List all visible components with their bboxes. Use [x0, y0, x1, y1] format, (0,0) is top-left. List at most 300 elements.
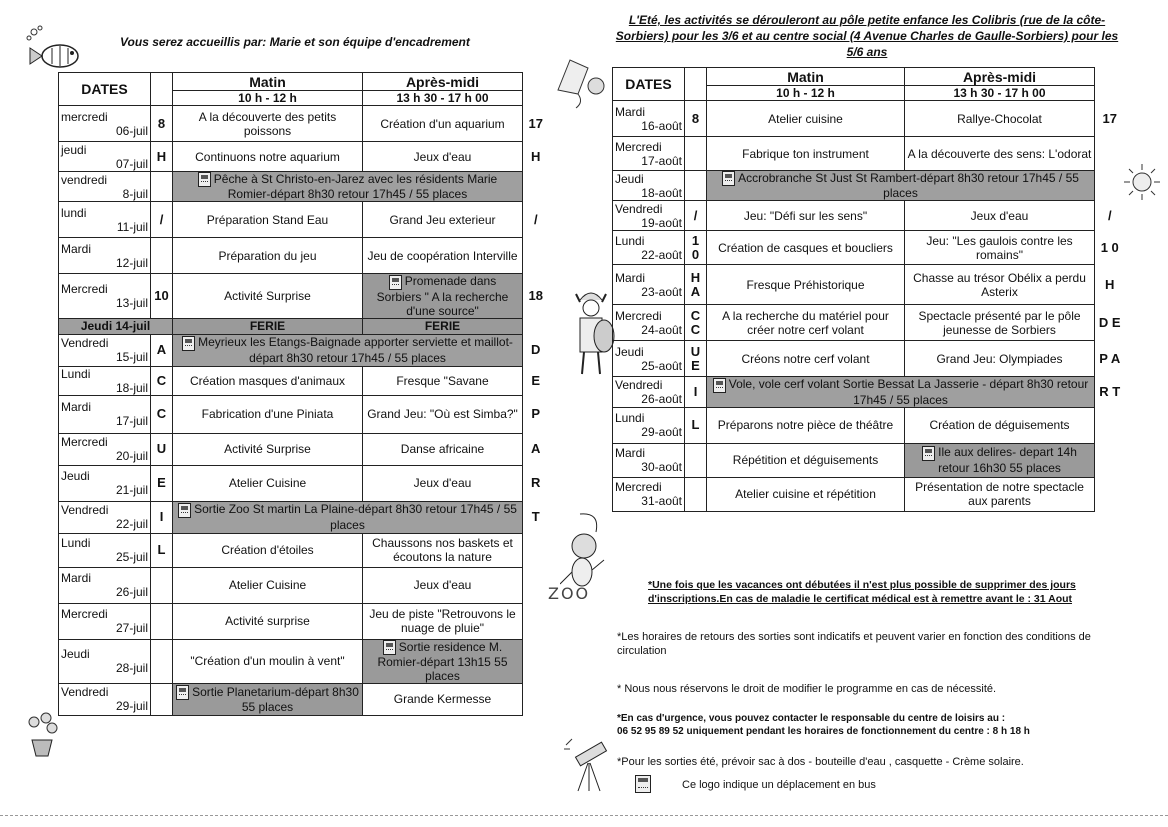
- outing-cell: [173, 501, 523, 533]
- outing-cell: [707, 377, 1095, 407]
- apres-midi-activity: [363, 433, 523, 465]
- matin-activity: [173, 202, 363, 238]
- day-name: Mercredi: [61, 281, 108, 296]
- schedule-row: [59, 202, 549, 238]
- matin-text: Fabrication d'une Piniata: [201, 407, 334, 422]
- vertical-letter-left: A: [151, 334, 173, 366]
- vertical-letter-right: 17: [1102, 110, 1117, 126]
- vertical-letter-left: C: [151, 366, 173, 395]
- day-name: Mardi: [615, 270, 646, 285]
- schedule-row: [613, 171, 1125, 201]
- sun-icon: [1122, 162, 1162, 202]
- apres-midi-activity: [363, 142, 523, 172]
- schedule-row: [59, 318, 549, 334]
- date-cell: [613, 305, 685, 341]
- matin-header: Matin: [173, 73, 363, 91]
- day-name: Jeudi: [615, 344, 644, 359]
- right-schedule-table: [612, 67, 1125, 512]
- vertical-letter-right: R T: [1099, 383, 1121, 399]
- day-date: 22-juil: [115, 517, 148, 532]
- day-date: 29-juil: [115, 699, 148, 714]
- schedule-row: [59, 274, 549, 318]
- apres-text: Jeu: "Les gaulois contre les romains": [926, 233, 1073, 262]
- day-date: 26-juil: [115, 585, 148, 600]
- vertical-letter-right: D: [531, 342, 541, 358]
- vertical-letter-left: /: [151, 202, 173, 238]
- vertical-letter-right: H: [1105, 276, 1115, 292]
- zoo-label: ZOO: [548, 584, 591, 603]
- day-name: Mercredi: [615, 308, 662, 323]
- apres-text: Promenade dans Sorbiers " A la recherche d'une source": [376, 274, 509, 318]
- matin-text: Répétition et déguisements: [732, 453, 879, 468]
- apres-midi-activity: [363, 106, 523, 142]
- schedule-row: [613, 443, 1125, 477]
- date-cell: [59, 501, 151, 533]
- day-date: 27-juil: [115, 621, 148, 636]
- matin-text: Préparons notre pièce de théâtre: [717, 418, 894, 433]
- schedule-row: [59, 366, 549, 395]
- date-cell: [59, 683, 151, 715]
- day-name: Vendredi: [615, 201, 663, 216]
- schedule-row: [613, 305, 1125, 341]
- bus-icon: [198, 172, 211, 187]
- day-name: Mercredi: [61, 435, 108, 450]
- apres-midi-activity: [905, 305, 1095, 341]
- vertical-letter-right: [523, 172, 549, 202]
- day-name: lundi: [61, 205, 87, 220]
- schedule-row: [59, 395, 549, 433]
- apres-text: Ile aux delires- depart 14h retour 16h30 55 places: [938, 445, 1077, 475]
- day-name: Lundi: [615, 411, 645, 426]
- matin-text: Atelier Cuisine: [228, 578, 307, 593]
- note-reserve: * Nous nous réservons le droit de modifier le programme en cas de nécessité.: [617, 683, 997, 695]
- date-cell: [613, 407, 685, 443]
- apres-text: Grand Jeu: Olympiades: [936, 351, 1063, 366]
- apres-text: Sortie residence M. Romier-départ 13h15 55 places: [377, 639, 508, 683]
- vertical-letter-left: /: [685, 201, 707, 231]
- outing-cell: [173, 334, 523, 366]
- apres-midi-activity: [363, 202, 523, 238]
- matin-text: A la découverte des petits poissons: [198, 109, 337, 138]
- vertical-right: [523, 318, 549, 334]
- matin-activity: [173, 274, 363, 318]
- fish-icon: [22, 24, 92, 76]
- day-name: Vendredi: [61, 503, 109, 518]
- right-header-text: L'Eté, les activités se dérouleront au pôle petite enfance les Colibris (rue de la côte-Sorbiers) pour les 3/6 et au centre social (4 Avenue Charles de Gaulle-Sorbiers) pour les 5/6 ans: [615, 13, 1119, 59]
- flower-pot-icon: [24, 712, 60, 760]
- matin-activity: [173, 639, 363, 683]
- vertical-letter-left: 8: [685, 101, 707, 137]
- vertical-letter-right: [1095, 443, 1125, 477]
- apres-midi-hours: 13 h 30 - 17 h 00: [363, 91, 523, 106]
- schedule-row: [59, 567, 549, 603]
- vertical-letter-right: P A: [1099, 350, 1121, 366]
- day-date: 26-août: [641, 391, 682, 406]
- day-date: 25-août: [641, 358, 682, 373]
- bus-icon: [182, 336, 195, 351]
- matin-text: Jeu: "Défi sur les sens": [743, 208, 868, 223]
- apres-midi-activity: [905, 407, 1095, 443]
- day-name: Vendredi: [61, 336, 109, 351]
- day-name: jeudi: [61, 142, 87, 157]
- schedule-row: [59, 172, 549, 202]
- schedule-row: [59, 465, 549, 501]
- vertical-letter-right: D E: [1098, 314, 1121, 330]
- viking-warrior-icon: [566, 282, 616, 380]
- apres-text: Jeux d'eau: [413, 476, 472, 491]
- date-cell: [59, 142, 151, 172]
- outing-cell: [707, 171, 1095, 201]
- matin-text: Continuons notre aquarium: [195, 149, 340, 164]
- apres-midi-hours: 13 h 30 - 17 h 00: [905, 86, 1095, 101]
- day-name: Mardi: [615, 446, 646, 461]
- vertical-letter-right: [1095, 407, 1125, 443]
- apres-text: A la découverte des sens: L'odorat: [907, 146, 1092, 161]
- apres-text: Présentation de notre spectacle aux parents: [915, 480, 1084, 509]
- ferie-apres: FERIE: [363, 318, 523, 334]
- day-date: 28-juil: [115, 661, 148, 676]
- apres-midi-activity: [363, 366, 523, 395]
- note-warning: *Une fois que les vacances ont débutées il n'est plus possible de supprimer des jours d'inscriptions.En cas de maladie le certificat médical est à remettre avant le : 31 Aout: [648, 579, 1076, 605]
- matin-activity: [707, 407, 905, 443]
- schedule-row: [613, 101, 1125, 137]
- vertical-letter-left: 1 0: [685, 231, 707, 265]
- apres-midi-activity: [905, 477, 1095, 511]
- date-cell: [59, 395, 151, 433]
- date-cell: [59, 639, 151, 683]
- header-spacer: [151, 73, 173, 106]
- vertical-letter-right: T: [531, 509, 540, 525]
- matin-activity: [707, 477, 905, 511]
- schedule-row: [613, 231, 1125, 265]
- schedule-row: [613, 477, 1125, 511]
- date-cell: [613, 101, 685, 137]
- apres-midi-activity: [363, 274, 523, 318]
- matin-text: Activité Surprise: [224, 442, 311, 457]
- schedule-row: [613, 265, 1125, 305]
- apres-text: Fresque "Savane: [396, 373, 489, 388]
- vertical-letter-left: [151, 603, 173, 639]
- day-name: Mardi: [61, 571, 92, 586]
- day-name: mercredi: [61, 109, 108, 124]
- schedule-row: [59, 603, 549, 639]
- matin-hours: 10 h - 12 h: [707, 86, 905, 101]
- day-date: 07-juil: [115, 156, 148, 171]
- apres-midi-header: Après-midi: [905, 68, 1095, 86]
- outing-text: Accrobranche St Just St Rambert-départ 8h30 retour 17h45 / 55 places: [738, 171, 1079, 201]
- matin-activity: [707, 231, 905, 265]
- apres-midi-activity: [905, 137, 1095, 171]
- date-cell: [59, 603, 151, 639]
- matin-activity: [173, 603, 363, 639]
- matin-activity: [707, 201, 905, 231]
- vertical-letter-right: [1095, 477, 1125, 511]
- day-name: Mercredi: [615, 139, 662, 154]
- apres-midi-activity: [363, 465, 523, 501]
- bus-icon: [713, 378, 726, 393]
- outing-text: Meyrieux les Etangs-Baignade apporter serviette et maillot-départ 8h30 retour 17h45 / 55 places: [198, 335, 513, 365]
- vertical-letter-left: L: [151, 533, 173, 567]
- day-name: Mardi: [61, 241, 92, 256]
- outing-text: Sortie Zoo St martin La Plaine-départ 8h30 retour 17h45 / 55 places: [194, 502, 517, 532]
- day-date: 17-août: [641, 153, 682, 168]
- left-header-text: Vous serez accueillis par: Marie et son équipe d'encadrement: [120, 35, 470, 49]
- ferie-date: Jeudi 14-juil: [59, 318, 173, 334]
- bus-icon: [722, 171, 735, 186]
- date-cell: [59, 334, 151, 366]
- vertical-letter-left: [151, 639, 173, 683]
- apres-text: Grand Jeu exterieur: [389, 212, 496, 227]
- day-name: Jeudi: [61, 647, 90, 662]
- day-name: Lundi: [61, 366, 91, 381]
- schedule-row: [59, 433, 549, 465]
- apres-text: Jeu de coopération Interville: [367, 248, 518, 263]
- vertical-letter-left: C C: [685, 305, 707, 341]
- schedule-row: [613, 137, 1125, 171]
- vertical-letter-right: H: [531, 148, 541, 164]
- matin-activity: [707, 137, 905, 171]
- vertical-letter-left: C: [151, 395, 173, 433]
- vertical-letter-left: L: [685, 407, 707, 443]
- vertical-letter-left: [151, 172, 173, 202]
- apres-text: Spectacle présenté par le pôle jeunesse de Sorbiers: [918, 308, 1081, 337]
- bus-icon: [176, 685, 189, 700]
- date-cell: [613, 265, 685, 305]
- dates-header: DATES: [59, 73, 151, 106]
- vertical-letter-left: [685, 137, 707, 171]
- vertical-letter-right: 1 0: [1100, 239, 1119, 255]
- apres-midi-activity: [905, 101, 1095, 137]
- date-cell: [59, 238, 151, 274]
- schedule-row: [59, 106, 549, 142]
- vertical-letter-right: P: [531, 406, 541, 422]
- apres-text: Danse africaine: [400, 442, 485, 457]
- matin-text: Atelier Cuisine: [228, 476, 307, 491]
- vertical-letter-left: I: [685, 377, 707, 407]
- apres-midi-activity: [905, 443, 1095, 477]
- day-date: 18-juil: [115, 380, 148, 395]
- day-date: 30-août: [641, 460, 682, 475]
- day-name: Mardi: [61, 400, 92, 415]
- matin-text: Activité surprise: [225, 614, 310, 629]
- matin-text: Préparation du jeu: [218, 248, 317, 263]
- matin-activity: [707, 265, 905, 305]
- header-spacer-right: [523, 73, 549, 106]
- date-cell: [613, 341, 685, 377]
- date-cell: [59, 567, 151, 603]
- apres-midi-activity: [363, 567, 523, 603]
- date-cell: [59, 202, 151, 238]
- apres-text: Grande Kermesse: [393, 692, 492, 707]
- bus-logo-icon: [635, 775, 651, 793]
- bus-icon: [389, 275, 402, 290]
- date-cell: [59, 465, 151, 501]
- monkey-icon: [560, 510, 610, 590]
- vertical-letter-left: I: [151, 501, 173, 533]
- apres-midi-header: Après-midi: [363, 73, 523, 91]
- vertical-letter-right: [523, 683, 549, 715]
- apres-midi-activity: [363, 683, 523, 715]
- day-date: 19-août: [641, 215, 682, 230]
- matin-activity: [707, 101, 905, 137]
- day-name: Lundi: [615, 233, 645, 248]
- vertical-letter-right: [1095, 137, 1125, 171]
- matin-text: Création d'étoiles: [221, 543, 314, 558]
- matin-activity: [707, 305, 905, 341]
- matin-text: Création masques d'animaux: [189, 373, 346, 388]
- day-date: 25-juil: [115, 550, 148, 565]
- schedule-row: [59, 334, 549, 366]
- dates-header: DATES: [613, 68, 685, 101]
- date-cell: [59, 106, 151, 142]
- vertical-letter-right: [523, 238, 549, 274]
- day-date: 8-juil: [122, 186, 148, 201]
- header-spacer-right: [1095, 68, 1125, 101]
- day-date: 13-juil: [115, 295, 148, 310]
- vertical-letter-left: [151, 238, 173, 274]
- matin-hours: 10 h - 12 h: [173, 91, 363, 106]
- matin-text: Préparation Stand Eau: [206, 212, 329, 227]
- date-cell: [613, 477, 685, 511]
- matin-text: Fabrique ton instrument: [742, 146, 869, 161]
- left-schedule-table: [58, 72, 549, 716]
- apres-text: Création de déguisements: [929, 418, 1070, 433]
- note-urgence-2: 06 52 95 89 52 uniquement pendant les horaires de fonctionnement du centre : 8 h 18 h: [617, 726, 1030, 737]
- vertical-letter-right: 17: [528, 115, 543, 131]
- day-date: 12-juil: [115, 255, 148, 270]
- apres-midi-activity: [905, 265, 1095, 305]
- vertical-letter-left: H A: [685, 265, 707, 305]
- vertical-letter-left: E: [151, 465, 173, 501]
- vertical-letter-left: [151, 683, 173, 715]
- apres-text: Chasse au trésor Obélix a perdu Asterix: [913, 270, 1086, 299]
- apres-text: Jeux d'eau: [413, 149, 472, 164]
- date-cell: [613, 201, 685, 231]
- vertical-letter-right: E: [531, 372, 541, 388]
- day-name: Jeudi: [61, 469, 90, 484]
- apres-midi-activity: [363, 238, 523, 274]
- vertical-letter-right: /: [1107, 207, 1112, 223]
- apres-text: Rallye-Chocolat: [957, 111, 1042, 126]
- day-date: 21-juil: [115, 483, 148, 498]
- outing-text: Pêche à St Christo-en-Jarez avec les résidents Marie Romier-départ 8h30 retour 17h45 / 55 places: [213, 172, 498, 202]
- day-date: 11-juil: [116, 219, 148, 234]
- apres-text: Chaussons nos baskets et écoutons la nature: [372, 536, 513, 565]
- matin-text: "Création d'un moulin à vent": [190, 654, 345, 669]
- apres-midi-activity: [905, 201, 1095, 231]
- apres-text: Création d'un aquarium: [380, 116, 505, 131]
- apres-midi-activity: [905, 231, 1095, 265]
- schedule-row: [613, 201, 1125, 231]
- vertical-letter-right: [1095, 171, 1125, 201]
- schedule-row: [59, 238, 549, 274]
- outing-text: Vole, vole cerf volant Sortie Bessat La Jasserie - départ 8h30 retour 17h45 / 55 places: [728, 377, 1089, 407]
- day-name: Lundi: [61, 536, 91, 551]
- day-date: 15-juil: [115, 350, 148, 365]
- telescope-icon: [562, 735, 614, 795]
- apres-midi-activity: [363, 533, 523, 567]
- matin-text: Créons notre cerf volant: [741, 351, 870, 366]
- schedule-row: [613, 377, 1125, 407]
- day-name: Jeudi: [615, 171, 644, 186]
- matin-header: Matin: [707, 68, 905, 86]
- apres-text: Grand Jeu: "Où est Simba?": [367, 407, 518, 422]
- date-cell: [59, 533, 151, 567]
- matin-activity: [707, 443, 905, 477]
- apres-midi-activity: [363, 603, 523, 639]
- note-horaires: *Les horaires de retours des sorties sont indicatifs et peuvent varier en fonction des conditions de circulation: [617, 631, 1091, 657]
- schedule-row: [59, 683, 549, 715]
- date-cell: [613, 443, 685, 477]
- matin-text: Sortie Planetarium-départ 8h30 55 places: [192, 684, 359, 715]
- date-cell: [613, 137, 685, 171]
- matin-activity: [173, 142, 363, 172]
- apres-text: Jeux d'eau: [970, 208, 1029, 223]
- vertical-letter-left: U: [151, 433, 173, 465]
- matin-activity: [173, 433, 363, 465]
- vertical-letter-right: /: [533, 211, 538, 227]
- bus-icon: [922, 446, 935, 461]
- day-date: 16-août: [641, 118, 682, 133]
- note-sorties: *Pour les sorties été, prévoir sac à dos - bouteille d'eau , casquette - Crème solaire.: [617, 756, 1024, 768]
- vertical-letter-left: [685, 443, 707, 477]
- note-urgence-1: *En cas d'urgence, vous pouvez contacter le responsable du centre de loisirs au :: [617, 713, 1006, 724]
- bus-icon: [383, 640, 396, 655]
- date-cell: [613, 231, 685, 265]
- bottom-divider: [0, 815, 1168, 816]
- vertical-letter-left: H: [151, 142, 173, 172]
- matin-text: Atelier cuisine: [768, 111, 843, 126]
- day-date: 29-août: [641, 425, 682, 440]
- day-date: 17-juil: [115, 414, 148, 429]
- vertical-letter-left: [685, 477, 707, 511]
- matin-activity: [173, 533, 363, 567]
- matin-activity: [173, 395, 363, 433]
- day-name: Mercredi: [615, 480, 662, 495]
- day-date: 23-août: [641, 284, 682, 299]
- matin-text: Création de casques et boucliers: [718, 240, 893, 255]
- day-name: Vendredi: [615, 377, 663, 392]
- vertical-letter-left: [685, 171, 707, 201]
- outing-cell: [173, 172, 523, 202]
- vertical-letter-right: A: [531, 441, 541, 457]
- day-name: Mardi: [615, 104, 646, 119]
- day-date: 22-août: [641, 247, 682, 262]
- apres-text: Jeux d'eau: [413, 578, 472, 593]
- kite-icon: [548, 50, 608, 110]
- apres-midi-activity: [905, 341, 1095, 377]
- matin-activity: [173, 106, 363, 142]
- schedule-row: [59, 639, 549, 683]
- day-name: Vendredi: [61, 685, 109, 700]
- day-name: Mercredi: [61, 607, 108, 622]
- matin-activity: [173, 366, 363, 395]
- schedule-row: [613, 341, 1125, 377]
- vertical-letter-right: 18: [528, 287, 543, 303]
- day-date: 18-août: [641, 185, 682, 200]
- vertical-letter-right: [523, 603, 549, 639]
- date-cell: [59, 274, 151, 318]
- matin-activity: [173, 683, 363, 715]
- schedule-row: [59, 501, 549, 533]
- vertical-letter-right: [523, 639, 549, 683]
- day-date: 06-juil: [115, 123, 148, 138]
- ferie-matin: FERIE: [173, 318, 363, 334]
- day-name: vendredi: [61, 172, 108, 187]
- date-cell: [59, 172, 151, 202]
- date-cell: [59, 433, 151, 465]
- vertical-letter-right: [523, 567, 549, 603]
